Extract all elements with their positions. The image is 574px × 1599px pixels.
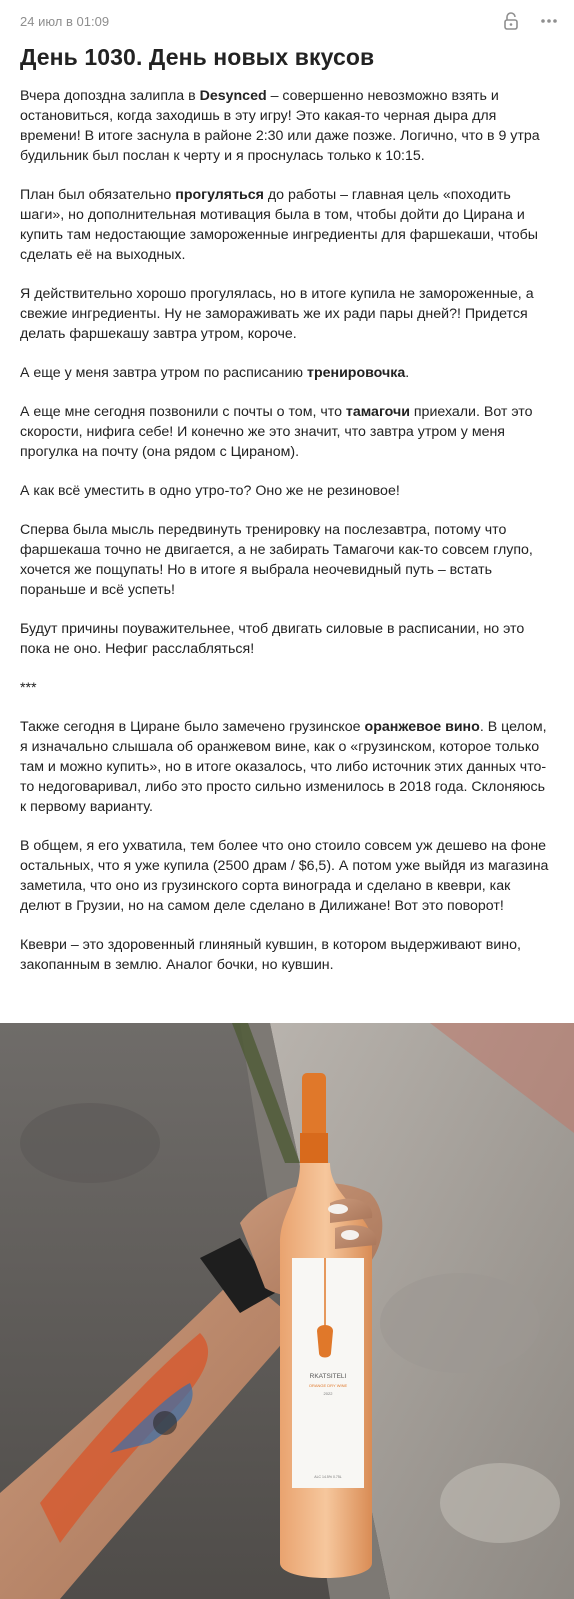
paragraph-text: до работы – главная цель «походить шаги», но дополнительная мотивация была в том, чтобы дойти до Цирана и купить там недостающие замороженные ингредиенты для фаршекаши, чтобы сделать её на выходных. [20, 187, 538, 263]
paragraph-text: . В целом, я изначально слышала об оранжевом вине, как о «грузинском, которое только там и можно купить», но в итоге оказалось, что либо источник этих данных что-то недоговаривал, либо это просто сильно изменилось в 2018 года. Склоняюсь к первому варианту. [20, 719, 547, 815]
post-title: День 1030. День новых вкусов [20, 44, 375, 70]
post-paragraph [20, 284, 554, 344]
paragraph-text: В общем, я его ухватила, тем более что оно стоило совсем уж дешево на фоне остальных, что я уже купила (2500 драм / $6,5). А потом уже выйдя из магазина заметила, что оно из грузинского сорта винограда и сделано в квеври, как делют в Грузии, но на самом деле сделано в Дилижане! Вот это поворот! [20, 838, 549, 914]
post-paragraph [20, 717, 554, 817]
paragraph-text: А еще мне сегодня позвонили с почты о том, что [20, 404, 346, 420]
wine-label-subtitle: ORANGE DRY WINE [308, 1383, 348, 1388]
post-paragraph [20, 481, 554, 501]
post-paragraph [20, 619, 554, 659]
wine-label-year: 2022 [323, 1391, 333, 1396]
post-body [20, 86, 554, 994]
post-actions [500, 10, 560, 32]
paragraph-text: Сперва была мысль передвинуть тренировку на послезавтра, потому что фаршекаша точно не двигается, а не забирать Тамагочи как-то совсем глупо, хочется же пощупать! Но в итоге я выбрала неочевидный путь – встать пораньше и всё успеть! [20, 522, 533, 598]
post-photo[interactable] [0, 1023, 574, 1599]
bold-text: прогуляться [175, 187, 264, 203]
bold-text: Desynced [199, 88, 267, 104]
post-paragraph [20, 402, 554, 462]
bold-text: тамагочи [345, 404, 410, 420]
bold-text: тренировочка [307, 365, 406, 381]
bold-text: оранжевое вино [364, 719, 480, 735]
paragraph-text: А еще у меня завтра утром по расписанию [20, 365, 308, 381]
post-paragraph [20, 678, 554, 698]
post-header [20, 10, 560, 32]
post-paragraph [20, 836, 554, 916]
post-paragraph [20, 86, 554, 166]
paragraph-text: Вчера допоздна залипла в [20, 88, 200, 104]
more-horizontal-icon[interactable] [538, 10, 560, 32]
wine-bottle-photo [0, 1023, 574, 1599]
paragraph-text: Будут причины поуважительнее, чтоб двигать силовые в расписании, но это пока не оно. Нефиг расслабляться! [20, 621, 525, 657]
paragraph-text: План был обязательно [20, 187, 176, 203]
post-paragraph [20, 363, 554, 383]
post-paragraph [20, 935, 554, 975]
lock-open-icon[interactable] [500, 10, 522, 32]
post-paragraph [20, 185, 554, 265]
wine-label-name: RKATSITELI [309, 1373, 347, 1380]
paragraph-text: *** [20, 680, 37, 696]
post-paragraph [20, 520, 554, 600]
paragraph-text: Я действительно хорошо прогулялась, но в итоге купила не замороженные, а свежие ингредиенты. Ну не замораживать же их ради пары дней?! Придется делать фаршекашу завтра утром, короче. [20, 286, 534, 342]
paragraph-text: Также сегодня в Циране было замечено грузинское [20, 719, 365, 735]
paragraph-text: Квеври – это здоровенный глиняный кувшин, в котором выдерживают вино, закопанным в землю. Аналог бочки, но кувшин. [20, 937, 521, 973]
wine-label-alc: ALC 14.5% 0.75L [314, 1475, 342, 1479]
paragraph-text: . [405, 365, 410, 381]
post-date: 24 июл в 01:09 [20, 13, 110, 29]
paragraph-text: приехали. Вот это скорости, нифига себе! И конечно же это значит, что завтра утром у меня прогулка на почту (она рядом с Цираном). [20, 404, 533, 460]
paragraph-text: – совершенно невозможно взять и остановиться, когда заходишь в эту игру! Это какая-то черная дыра для времени! В итоге заснула в районе 2:30 или даже позже. Логично, что в 9 утра будильник был послан к черту и я проснулась только к 10:15. [20, 88, 540, 164]
paragraph-text: А как всё уместить в одно утро-то? Оно же не резиновое! [20, 483, 400, 499]
